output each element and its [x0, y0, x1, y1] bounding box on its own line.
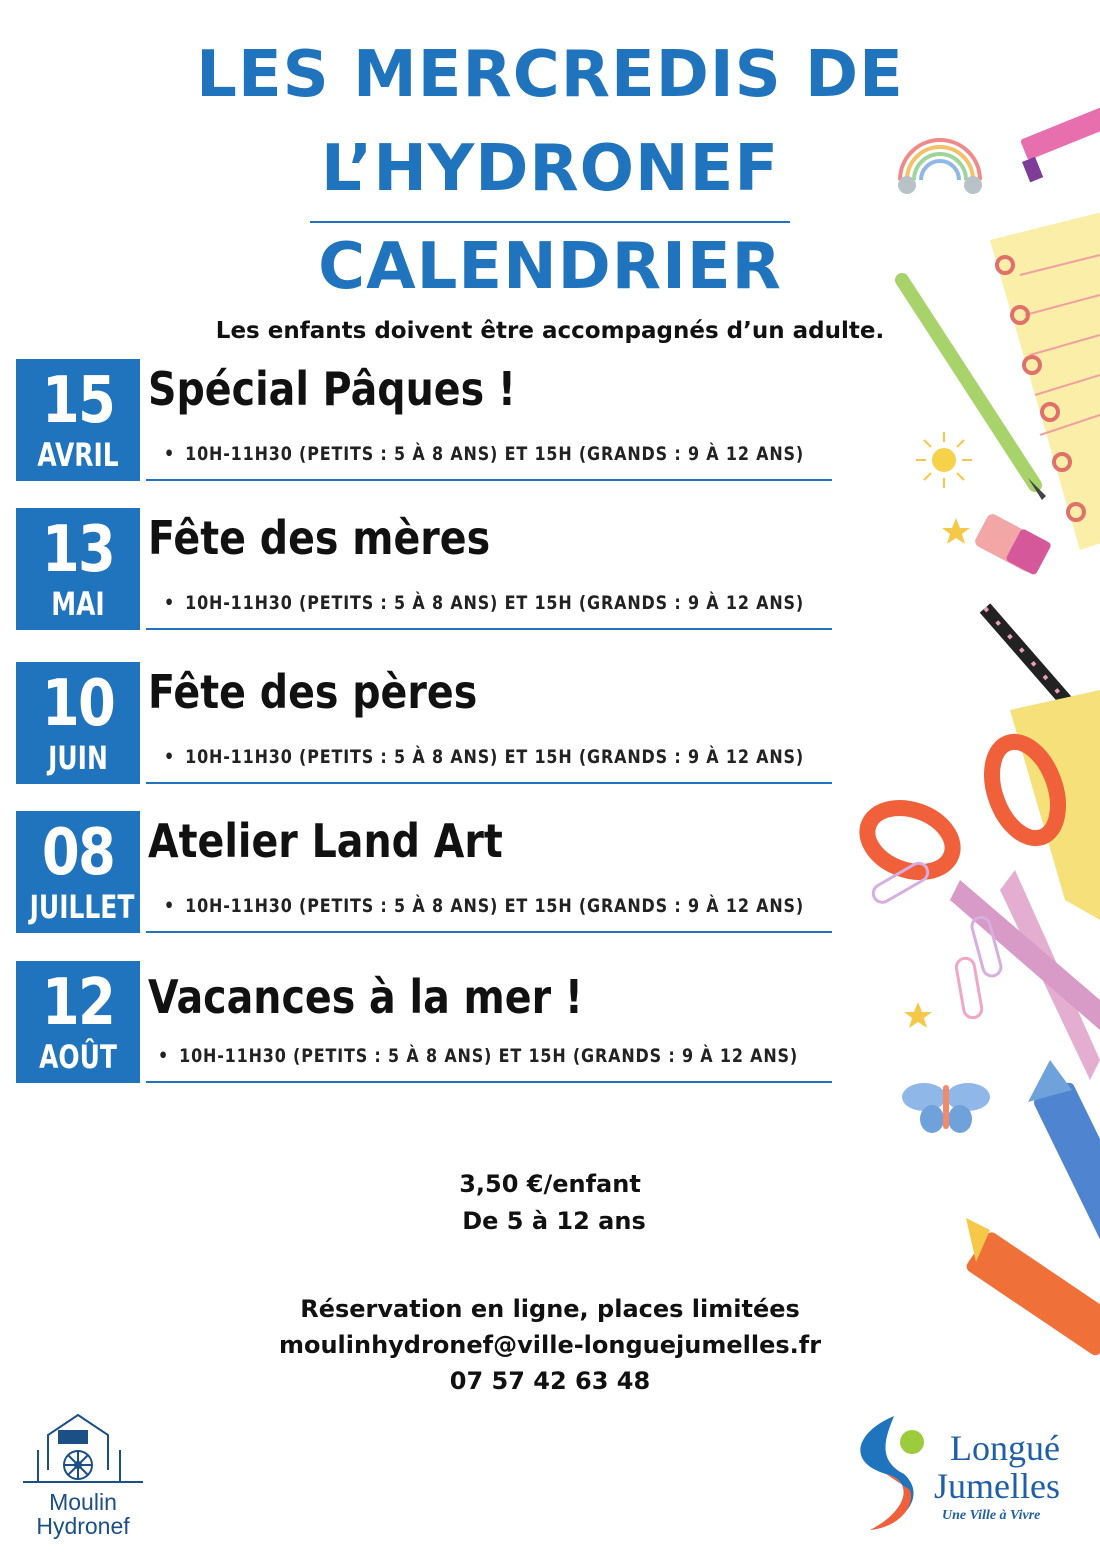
date-month: AVRIL — [37, 436, 119, 474]
event-title: Fête des mères — [148, 511, 491, 565]
event-detail — [164, 746, 804, 768]
bullet-icon: • — [164, 746, 176, 768]
date-month: MAI — [51, 585, 105, 623]
event-5 — [16, 961, 856, 1085]
sun-icon — [916, 432, 972, 488]
page-title-line2: L’HYDRONEF — [320, 132, 780, 206]
crayon-icon — [1020, 106, 1100, 182]
event-title: Fête des pères — [148, 665, 478, 719]
town-swoosh-icon — [846, 1412, 946, 1536]
event-detail — [164, 895, 804, 917]
moulin-logo-line2: Hydronef — [36, 1513, 130, 1539]
event-detail — [158, 1045, 798, 1067]
event-divider — [146, 782, 832, 784]
crayon-icon — [1028, 1060, 1100, 1280]
date-day: 08 — [41, 816, 115, 890]
eraser-icon — [973, 512, 1052, 576]
date-badge — [16, 662, 140, 784]
bullet-icon: • — [164, 592, 176, 614]
butterfly-icon — [902, 1083, 990, 1133]
bullet-icon: • — [164, 895, 176, 917]
event-title: Spécial Pâques ! — [148, 362, 516, 416]
event-title: Atelier Land Art — [148, 814, 503, 868]
star-icon — [904, 1002, 932, 1028]
rainbow-icon — [898, 140, 982, 194]
date-badge — [16, 811, 140, 933]
event-2 — [16, 508, 856, 632]
bullet-icon: • — [158, 1045, 170, 1067]
event-divider — [146, 628, 832, 630]
date-day: 15 — [41, 364, 115, 438]
date-day: 10 — [41, 667, 115, 741]
school-supplies-illustration — [850, 100, 1100, 1400]
ages-text: De 5 à 12 ans — [462, 1207, 646, 1235]
date-month: AOÛT — [39, 1038, 117, 1076]
email-link[interactable]: moulinhydronef@ville-longuejumelles.fr — [278, 1331, 822, 1359]
page-title-line1: LES MERCREDIS DE — [196, 38, 904, 112]
event-1 — [16, 359, 856, 483]
moulin-logo-line1: Moulin — [49, 1489, 117, 1515]
event-detail-text: 10H-11H30 (PETITS : 5 À 8 ANS) ET 15H (GRANDS : 9 À 12 ANS) — [185, 746, 805, 768]
event-detail-text: 10H-11H30 (PETITS : 5 À 8 ANS) ET 15H (GRANDS : 9 À 12 ANS) — [185, 592, 805, 614]
event-detail-text: 10H-11H30 (PETITS : 5 À 8 ANS) ET 15H (GRANDS : 9 À 12 ANS) — [179, 1045, 799, 1067]
date-badge — [16, 508, 140, 630]
notebook-icon — [990, 210, 1100, 550]
title-divider — [310, 221, 790, 223]
longue-logo-tagline: Une Ville à Vivre — [942, 1508, 1041, 1523]
date-day: 12 — [41, 966, 115, 1040]
event-detail — [164, 443, 804, 465]
event-divider — [146, 1081, 832, 1083]
moulin-hydronef-logo — [18, 1410, 148, 1540]
page-title-line3: CALENDRIER — [318, 230, 782, 304]
star-icon — [942, 518, 970, 544]
mill-icon — [18, 1410, 148, 1490]
event-4 — [16, 811, 856, 935]
page-subtitle: Les enfants doivent être accompagnés d’un adulte. — [215, 318, 885, 344]
reservation-text: Réservation en ligne, places limitées — [300, 1295, 800, 1323]
event-detail — [164, 592, 804, 614]
longue-logo-line2: Jumelles — [934, 1466, 1060, 1506]
event-divider — [146, 931, 832, 933]
event-3 — [16, 662, 856, 786]
event-detail-text: 10H-11H30 (PETITS : 5 À 8 ANS) ET 15H (GRANDS : 9 À 12 ANS) — [185, 443, 805, 465]
event-divider — [146, 479, 832, 481]
event-detail-text: 10H-11H30 (PETITS : 5 À 8 ANS) ET 15H (GRANDS : 9 À 12 ANS) — [185, 895, 805, 917]
date-month: JUIN — [48, 739, 108, 777]
longue-jumelles-logo — [846, 1412, 1086, 1542]
phone-number[interactable]: 07 57 42 63 48 — [449, 1367, 651, 1395]
price-text: 3,50 €/enfant — [459, 1170, 641, 1198]
date-badge — [16, 961, 140, 1083]
event-title: Vacances à la mer ! — [148, 970, 583, 1024]
longue-logo-line1: Longué — [950, 1428, 1060, 1468]
date-month: JUILLET — [29, 888, 135, 926]
date-day: 13 — [41, 513, 115, 587]
crayon-icon — [964, 1218, 1100, 1358]
date-badge — [16, 359, 140, 481]
paperclip-icon — [870, 860, 1003, 1019]
bullet-icon: • — [164, 443, 176, 465]
